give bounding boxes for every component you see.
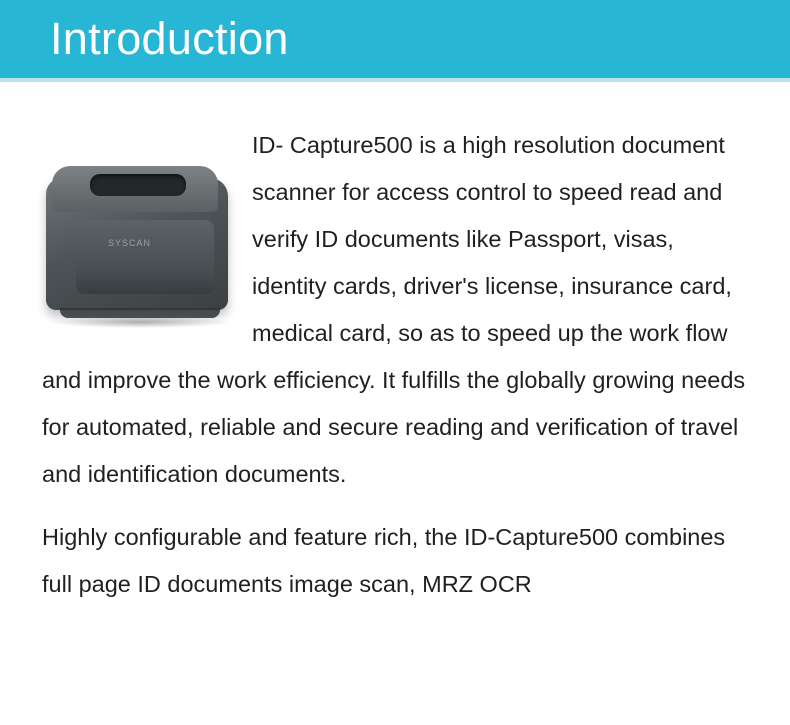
product-photo <box>38 132 253 337</box>
scanner-brand-label: SYSCAN <box>108 238 152 248</box>
scanner-front-panel <box>76 220 214 294</box>
section-header-banner <box>0 0 790 78</box>
content-area <box>0 82 790 608</box>
paragraph-2: Highly configurable and feature rich, the ID-Capture500 combines full page ID documents image scan, MRZ OCR <box>42 524 726 597</box>
scanner-feed-slot <box>90 174 186 196</box>
paragraph-1: ID- Capture500 is a high resolution document scanner for access control to speed read and verify ID documents like Passport, visas, identity cards, driver's license, insurance card, medical card, so as to speed up the work flow and improve the work efficiency. It fulfills the globally growing needs for automated, reliable and secure reading and verification of travel and identification documents. <box>42 132 746 487</box>
scanner-base <box>60 308 220 318</box>
page-title: Introduction <box>50 13 289 64</box>
scanner-illustration <box>46 160 236 325</box>
